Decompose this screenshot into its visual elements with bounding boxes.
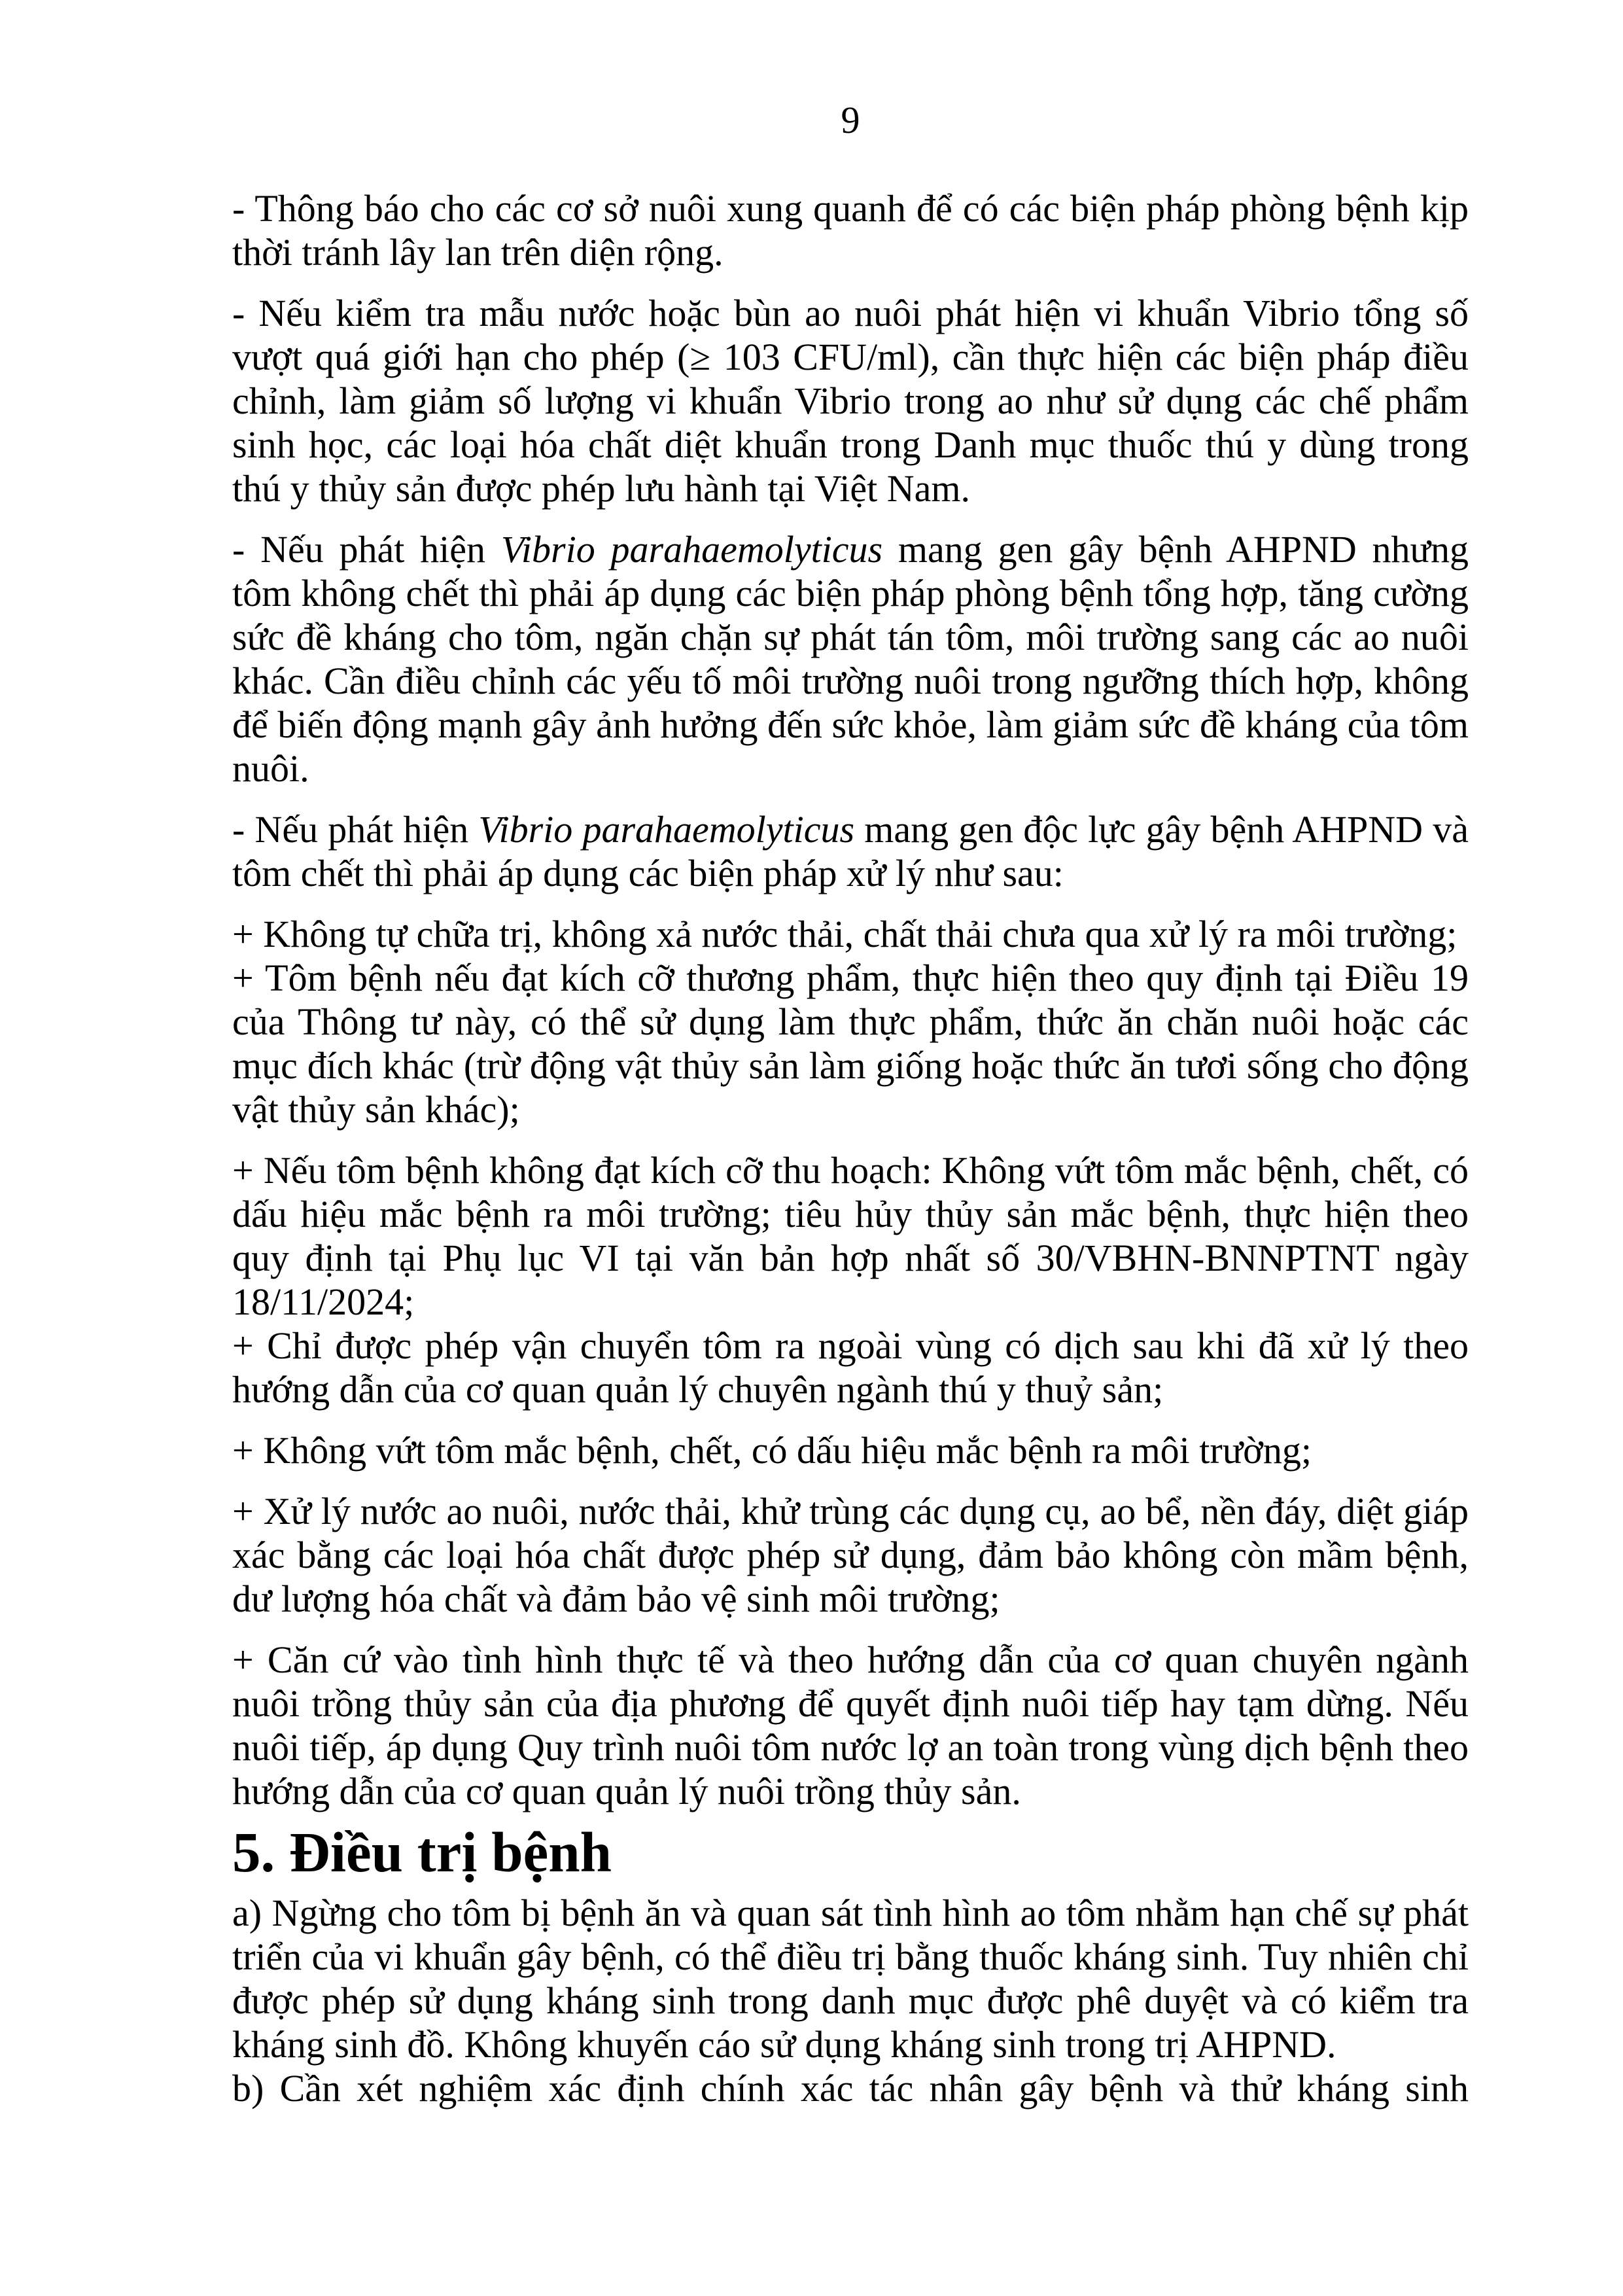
paragraph-suffix: mang gen gây bệnh AHPND nhưng tôm không chết thì phải áp dụng các biện pháp phòng bệnh tổng hợp, tăng cường sức đề kháng cho tôm, ngăn chặn sự phát tán tôm, môi trường sang các ao nuôi khác. Cần điều chỉnh các yếu tố môi trường nuôi trong ngưỡng thích hợp, không để biến động mạnh gây ảnh hưởng đến sức khỏe, làm giảm sức đề kháng của tôm nuôi. <box>232 528 1469 790</box>
document-body <box>232 186 1469 2110</box>
species-name: Vibrio parahaemolyticus <box>478 808 855 851</box>
paragraph-prefix: - Nếu phát hiện <box>232 528 501 571</box>
list-item-no-dumping: + Không vứt tôm mắc bệnh, chết, có dấu hiệu mắc bệnh ra môi trường; <box>232 1429 1312 1472</box>
paragraph-notify-neighbors: - Thông báo cho các cơ sở nuôi xung quanh để có các biện pháp phòng bệnh kịp thời tránh lây lan trên diện rộng. <box>232 187 1469 274</box>
paragraph-suffix: mang gen độc lực gây bệnh AHPND và tôm chết thì phải áp dụng các biện pháp xử lý như sau: <box>232 808 1469 894</box>
list-item-transport: + Chỉ được phép vận chuyển tôm ra ngoài vùng có dịch sau khi đã xử lý theo hướng dẫn của cơ quan quản lý chuyên ngành thú y thuỷ sản; <box>232 1324 1469 1411</box>
paragraph-treatment-b: b) Cần xét nghiệm xác định chính xác tác nhân gây bệnh và thử kháng sinh <box>232 2067 1469 2110</box>
list-item-no-self-treatment: + Không tự chữa trị, không xả nước thải, chất thải chưa qua xử lý ra môi trường; <box>232 913 1457 955</box>
page-number: 9 <box>841 99 860 141</box>
species-name: Vibrio parahaemolyticus <box>500 528 883 571</box>
list-item-commercial-size: + Tôm bệnh nếu đạt kích cỡ thương phẩm, thực hiện theo quy định tại Điều 19 của Thông tư này, có thể sử dụng làm thực phẩm, thức ăn chăn nuôi hoặc các mục đích khác (trừ động vật thủy sản làm giống hoặc thức ăn tươi sống cho động vật thủy sản khác); <box>232 957 1469 1131</box>
list-item-water-treatment: + Xử lý nước ao nuôi, nước thải, khử trùng các dụng cụ, ao bể, nền đáy, diệt giáp xác bằng các loại hóa chất được phép sử dụng, đảm bảo không còn mầm bệnh, dư lượng hóa chất và đảm bảo vệ sinh môi trường; <box>232 1490 1469 1620</box>
paragraph-vp-no-death <box>232 527 1469 790</box>
section-heading: 5. Điều trị bệnh <box>232 1820 612 1884</box>
paragraph-treatment-a: a) Ngừng cho tôm bị bệnh ăn và quan sát tình hình ao tôm nhằm hạn chế sự phát triển của vi khuẩn gây bệnh, có thể điều trị bằng thuốc kháng sinh. Tuy nhiên chỉ được phép sử dụng kháng sinh trong danh mục được phê duyệt và có kiểm tra kháng sinh đồ. Không khuyến cáo sử dụng kháng sinh trong trị AHPND. <box>232 1892 1469 2066</box>
paragraph-vp-with-death <box>232 807 1469 895</box>
paragraph-prefix: - Nếu phát hiện <box>232 808 479 851</box>
list-item-not-harvest-size: + Nếu tôm bệnh không đạt kích cỡ thu hoạch: Không vứt tôm mắc bệnh, chết, có dấu hiệu mắc bệnh ra môi trường; tiêu hủy thủy sản mắc bệnh, thực hiện theo quy định tại Phụ lục VI tại văn bản hợp nhất số 30/VBHN-BNNPTNT ngày 18/11/2024; <box>232 1149 1469 1323</box>
paragraph-vibrio-total-count: - Nếu kiểm tra mẫu nước hoặc bùn ao nuôi phát hiện vi khuẩn Vibrio tổng số vượt quá giới hạn cho phép (≥ 103 CFU/ml), cần thực hiện các biện pháp điều chỉnh, làm giảm số lượng vi khuẩn Vibrio trong ao như sử dụng các chế phẩm sinh học, các loại hóa chất diệt khuẩn trong Danh mục thuốc thú y dùng trong thú y thủy sản được phép lưu hành tại Việt Nam. <box>232 292 1469 510</box>
list-item-continue-or-stop: + Căn cứ vào tình hình thực tế và theo hướng dẫn của cơ quan chuyên ngành nuôi trồng thủy sản của địa phương để quyết định nuôi tiếp hay tạm dừng. Nếu nuôi tiếp, áp dụng Quy trình nuôi tôm nước lợ an toàn trong vùng dịch bệnh theo hướng dẫn của cơ quan quản lý nuôi trồng thủy sản. <box>232 1638 1469 1812</box>
